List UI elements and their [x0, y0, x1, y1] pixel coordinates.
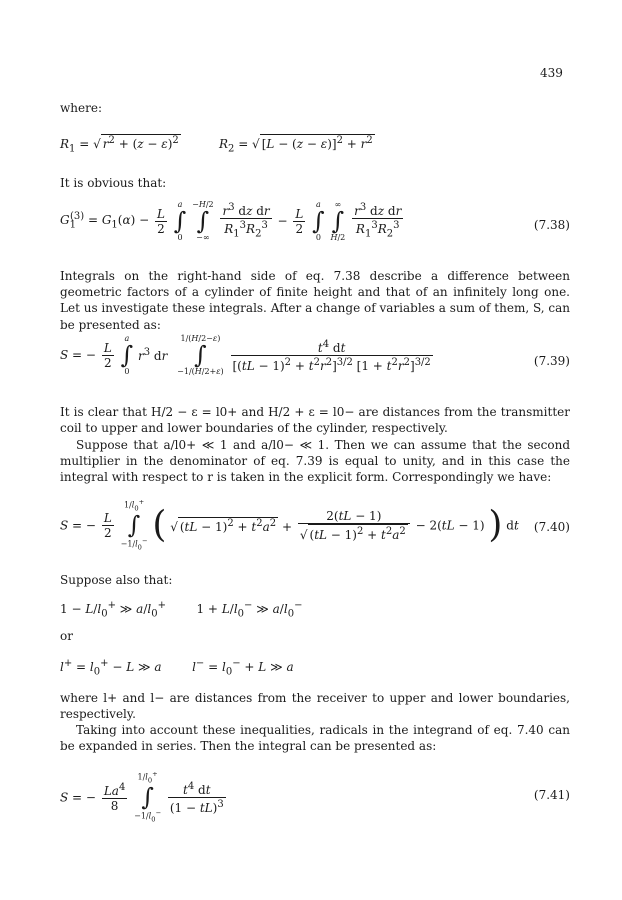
equation-inequalities: $1 - L/l_0^+$ ≫ $a/l_0^+$ $1 + L/l_0^-$ ≫ $a/l_0^-$ — [60, 600, 303, 620]
text-obvious: It is obvious that: — [60, 176, 167, 190]
para-suppose: Suppose that a/l0+ ≪ 1 and a/l0− ≪ 1. Then we can assume that the second multiplier in the denominator of eq. 7.39 is equal to unity, and in this case the integral with respect to r is taken in the explicit form. Correspondingly we have: — [60, 438, 570, 485]
equation-distances: $l^+ = l_0^+ - L$ ≫ a $l^- = l_0^- + L$ ≫ a — [60, 658, 294, 678]
eq-number-7-38: (7.38) — [533, 218, 570, 232]
equation-7-38: $G_1^{(3)} = G_1(\alpha)$ − $\frac{L}{2}$ a ∫ 0 −H/2 ∫ −∞ $\frac{r^3 dz dr}{R_1^3R_2^3}$ − $\frac{L}{2}$ a ∫ 0 ∞ ∫ H/2 $\frac{r^3 dz dr}{R_1^3R_2^3}$ (7.38) — [60, 200, 570, 242]
para-where-l: where l+ and l− are distances from the receiver to upper and lower boundaries, respectively. — [60, 691, 570, 722]
equation-r1-r2: $R_1$ = √ $r^2 + (z - \varepsilon)^2$ $R_2$ = √ $[L - (z - \varepsilon)]^2 + r^2$ — [60, 135, 373, 155]
page-number: 439 — [540, 66, 563, 80]
eq-number-7-39: (7.39) — [533, 354, 570, 368]
para-integrals: Integrals on the right-hand side of eq. 7.38 describe a difference between geometric factors of a cylinder of finite height and that of an infinitely long one. Let us investigate these integrals. After a change of variables a sum of them, S, can be presented as: — [60, 269, 570, 332]
text-or: or — [60, 629, 73, 643]
eq-number-7-41: (7.41) — [533, 788, 570, 802]
equation-7-39: S = − $\frac{L}{2}$ a ∫ 0 $r^3$ dr 1/(H/2−ε) ∫ −1/(H/2+ε) $\frac{t^4 dt}{[(tL - 1)^2 + t^2r^2]^{3/2} [1 + t^2r^2]^{3/2}}$ (7.39) — [60, 334, 570, 376]
text-suppose-also: Suppose also that: — [60, 573, 173, 587]
equation-7-41: S = − $\frac{La^4}{8}$ $1/l_0^+$ ∫ $-1/l_0^-$ $\frac{t^4 dt}{(1 - tL)^3}$ (7.41) — [60, 770, 570, 824]
para-clear: It is clear that H/2 − ε = l0+ and H/2 + ε = l0− are distances from the transmitter coil to upper and lower boundaries of the cylinder, respectively. — [60, 405, 570, 436]
para-taking: Taking into account these inequalities, radicals in the integrand of eq. 7.40 can be expanded in series. Then the integral can be presented as: — [60, 723, 570, 754]
eq-number-7-40: (7.40) — [533, 520, 570, 534]
equation-7-40: S = − $\frac{L}{2}$ $1/l_0^+$ ∫ $-1/l_0^-$ ( √ $(tL - 1)^2 + t^2a^2$ + $\frac{2(tL - 1)}{√ (tL - 1)^2 + t^2a^2}$ − 2(tL − 1) ) dt (7.40) — [60, 498, 570, 552]
text-where: where: — [60, 101, 102, 115]
